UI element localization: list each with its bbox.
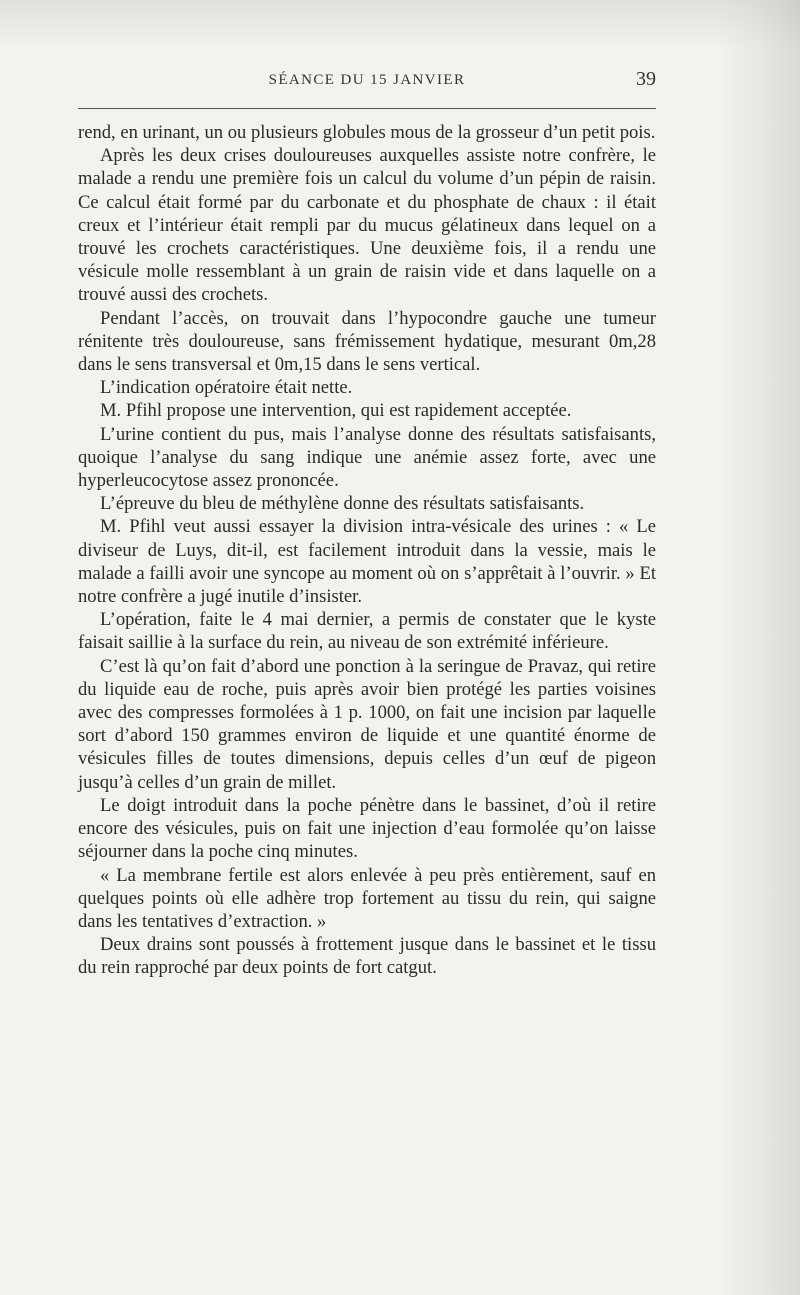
paragraph: M. Pfihl propose une intervention, qui est rapidement acceptée.	[100, 400, 572, 422]
paragraph: L’épreuve du bleu de méthylène donne des résultats satisfaisants.	[100, 493, 585, 515]
paragraph: L’urine contient du pus, mais l’analyse donne des résultats satisfaisants, quoique l’analyse du sang indique une anémie assez forte, avec une hyperleucocytose assez prononcée.	[78, 423, 656, 492]
paragraph: Deux drains sont poussés à frottement jusque dans le bassinet et le tissu du rein rapproché par deux points de fort catgut.	[78, 934, 656, 979]
paragraph: C’est là qu’on fait d’abord une ponction à la seringue de Pravaz, qui retire du liquide eau de roche, puis après avoir bien protégé les parties voisines avec des compresses formolées à 1 p. 1000, on fait une incision par laquelle sort d’abord 150 grammes environ de liquide et une quantité énorme de vésicules filles de toutes dimensions, depuis celles d’un œuf de pigeon jusqu’à celles d’un grain de millet.	[78, 655, 656, 793]
page-header	[78, 68, 656, 102]
paragraph: L’indication opératoire était nette.	[100, 377, 353, 399]
paragraph: M. Pfihl veut aussi essayer la division intra-vésicale des urines : « Le diviseur de Luys, dit-il, est facilement introduit dans la vessie, mais le malade a failli avoir une syncope au moment où on s’apprêtait à l’ouvrir. » Et notre confrère a jugé inutile d’insister.	[78, 516, 656, 608]
header-rule	[78, 108, 656, 109]
body-text	[78, 121, 656, 980]
paragraph: Pendant l’accès, on trouvait dans l’hypocondre gauche une tumeur rénitente très douloureuse, sans frémissement hydatique, mesurant 0m,28 dans le sens transversal et 0m,15 dans le sens vertical.	[78, 307, 656, 376]
paragraph: L’opération, faite le 4 mai dernier, a permis de constater que le kyste faisait saillie à la surface du rein, au niveau de son extrémité inférieure.	[78, 609, 656, 654]
paragraph: Le doigt introduit dans la poche pénètre dans le bassinet, d’où il retire encore des vésicules, puis on fait une injection d’eau formolée qu’on laisse séjourner dans la poche cinq minutes.	[78, 794, 656, 863]
page-number: 39	[636, 68, 656, 90]
paragraph: « La membrane fertile est alors enlevée à peu près entièrement, sauf en quelques points où elle adhère trop fortement au tissu du rein, qui saigne dans les tentatives d’extraction. »	[78, 864, 656, 932]
running-title: SÉANCE DU 15 JANVIER	[268, 72, 466, 88]
paragraph: Après les deux crises douloureuses auxquelles assiste notre confrère, le malade a rendu une première fois un calcul du volume d’un pépin de raisin. Ce calcul était formé par du carbonate et du phosphate de chaux : il était creux et l’intérieur était rempli par du mucus gélatineux dans lequel on a trouvé les crochets caractéristiques. Une deuxième fois, il a rendu une vésicule molle ressemblant à un grain de raisin vide et dans laquelle on a trouvé aussi des crochets.	[78, 145, 656, 306]
paragraph: rend, en urinant, un ou plusieurs globules mous de la grosseur d’un petit pois.	[78, 122, 656, 143]
